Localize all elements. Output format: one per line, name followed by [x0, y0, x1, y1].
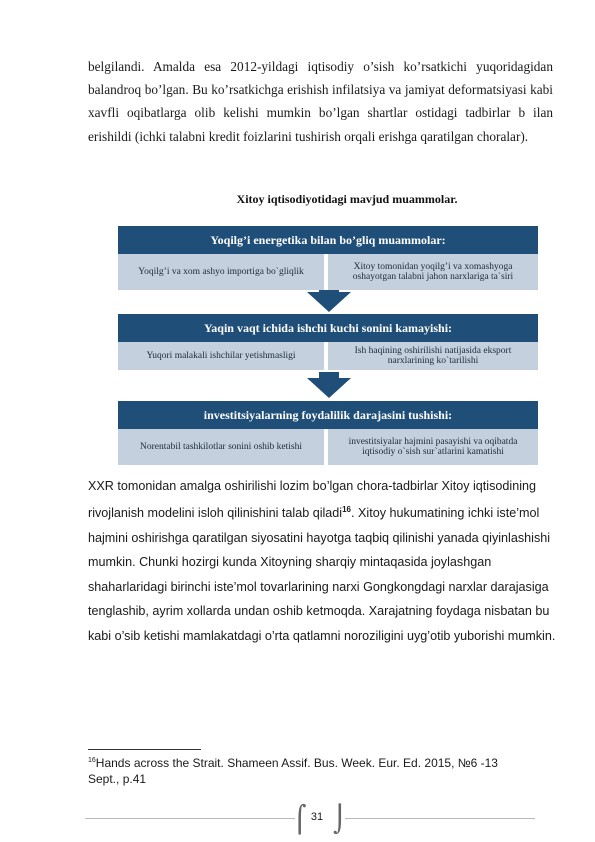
diagram-block-2 [118, 314, 538, 370]
footnote-text: Hands across the Strait. Shameen Assif. Bus. Week. Eur. Ed. 2015, №6 -13 Sept., p.41 [88, 756, 498, 786]
footnote [88, 753, 528, 787]
body-paragraph-1: belgilandi. Amalda esa 2012-yildagi iqtisodiy o’sish ko’rsatkichi yuqoridagidan balandroq bo’lgan. Bu ko’rsatkichga erishish infilatsiya va jamiyat deformatsiyasi kabi xavfli oqibatlarga olib kelishi mumkin bo’lgan shartlar ostidagi tadbirlar b ilan erishildi (ichki talabni kredit foizlarini tushirish orqali erishga qaratilgan choralar). [88, 59, 553, 144]
diagram-sub-right: Xitoy tomonidan yoqilg’i va xomashyoga oshayotgan talabni jahon narxlariga ta`siri [328, 254, 538, 290]
left-bracket-ornament: ⌠ [293, 805, 307, 835]
diagram-block-3 [118, 401, 538, 465]
paragraph-text: . Xitoy hukumatining ichki iste’mol hajmini oshirishga qaratilgan siyosatini hayotga taqbiq qilinishi yanada qiyinlashishi mumkin. Chunki hozirgi kunda Xitoyning sharqiy mintaqasida joylashgan shaharlaridagi birinchi iste’mol tovarlarining narxi Gongkongdagi narxlar darajasiga tenglashib, ayrim xollarda undan oshib ketmoqda. Xarajatning foydaga nisbatan bu kabi o’sib ketishi mamlakatdagi o’rta qatlamni noroziligini uyg’otib yuborishi mumkin. [88, 506, 556, 643]
diagram-sub-left: Norentabil tashkilotlar sonini oshib ketishi [118, 429, 324, 465]
diagram-sub-left: Yoqilg’i va xom ashyo importiga bo`gliqlik [118, 254, 324, 290]
diagram-block-header: Yaqin vaqt ichida ishchi kuchi sonini kamayishi: [118, 314, 538, 342]
right-bracket-ornament: ⌡ [333, 805, 347, 835]
page-footer-rule-right [345, 818, 535, 819]
footnote-reference: 16 [342, 505, 352, 515]
page-footer-rule-left [85, 818, 295, 819]
diagram-sub-right: Ish haqining oshirilishi natijasida eksport narxlarining ko`tarilishi [328, 342, 538, 370]
down-arrow-icon [307, 378, 351, 398]
footnote-marker: 16 [88, 757, 96, 764]
diagram-block-header: Yoqilg’i energetika bilan bo’gliq muammolar: [118, 226, 538, 254]
page-number: 31 [310, 811, 324, 823]
paragraph-text: XXR tomonidan amalga oshirilishi lozim bo’lgan chora-tadbirlar Xitoy iqtisodining rivojlanish modelini isloh qilinishini talab qiladi [88, 479, 537, 521]
footnote-divider [88, 749, 201, 750]
down-arrow-icon [307, 292, 351, 312]
diagram-title: Xitoy iqtisodiyotidagi mavjud muammolar. [236, 192, 458, 206]
diagram-block-header: investitsiyalarning foydalilik darajasini tushishi: [118, 401, 538, 429]
body-paragraph-2 [88, 474, 558, 648]
diagram-block-1 [118, 226, 538, 290]
diagram-sub-left: Yuqori malakali ishchilar yetishmasligi [118, 342, 324, 370]
diagram-sub-right: investitsiyalar hajmini pasayishi va oqibatda iqtisodiy o`sish sur`atlarini kamatishi [328, 429, 538, 465]
